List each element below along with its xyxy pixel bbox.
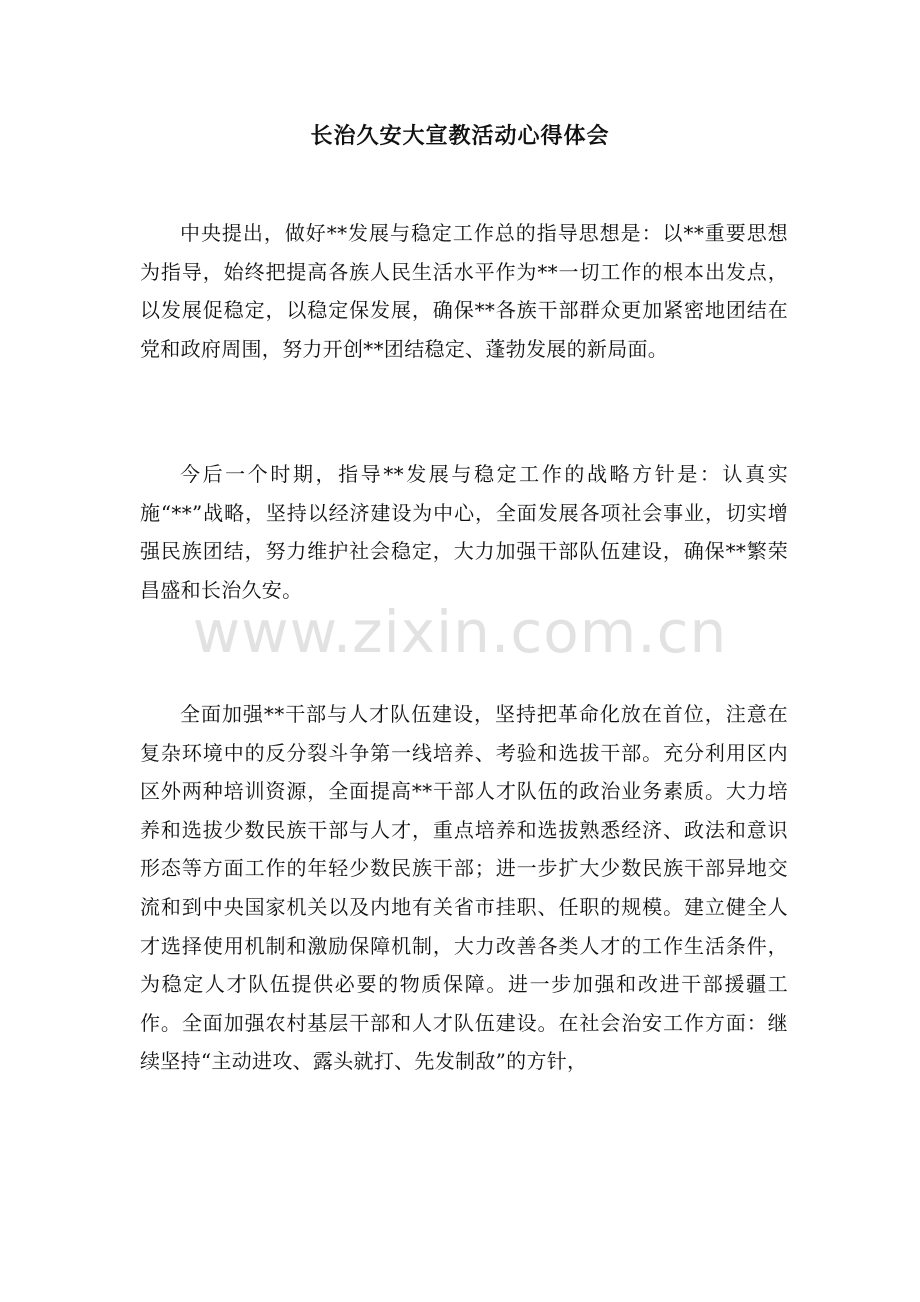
document-title: 长治久安大宣教活动心得体会 — [310, 123, 610, 149]
paragraph-cadre-building: 全面加强**干部与人才队伍建设，坚持把革命化放在首位，注意在复杂环境中的反分裂斗争第一线培养、考验和选拔干部。充分利用区内区外两种培训资源，全面提高**干部人才队伍的政治业务素质。大力培养和选拔少数民族干部与人才，重点培养和选拔熟悉经济、政法和意识形态等方面工作的年轻少数民族干部；进一步扩大少数民族干部异地交流和到中央国家机关以及内地有关省市挂职、任职的规模。建立健全人才选择使用机制和激励保障机制，大力改善各类人才的工作生活条件，为稳定人才队伍提供必要的物质保障。进一步加强和改进干部援疆工作。全面加强农村基层干部和人才队伍建设。在社会治安工作方面：继续坚持“主动进攻、露头就打、先发制敌”的方针， — [140, 702, 788, 1074]
paragraph-guiding-ideology: 中央提出，做好**发展与稳定工作总的指导思想是：以**重要思想为指导，始终把提高各族人民生活水平作为**一切工作的根本出发点，以发展促稳定，以稳定保发展，确保**各族干部群众更加紧密地团结在党和政府周围，努力开创**团结稳定、蓬勃发展的新局面。 — [140, 221, 788, 361]
paragraph-strategic-policy: 今后一个时期，指导**发展与稳定工作的战略方针是：认真实施“**”战略，坚持以经济建设为中心，全面发展各项社会事业，切实增强民族团结，努力维护社会稳定，大力加强干部队伍建设，确保**繁荣昌盛和长治久安。 — [140, 462, 788, 602]
site-watermark: www.zixin.com.cn — [192, 598, 728, 666]
